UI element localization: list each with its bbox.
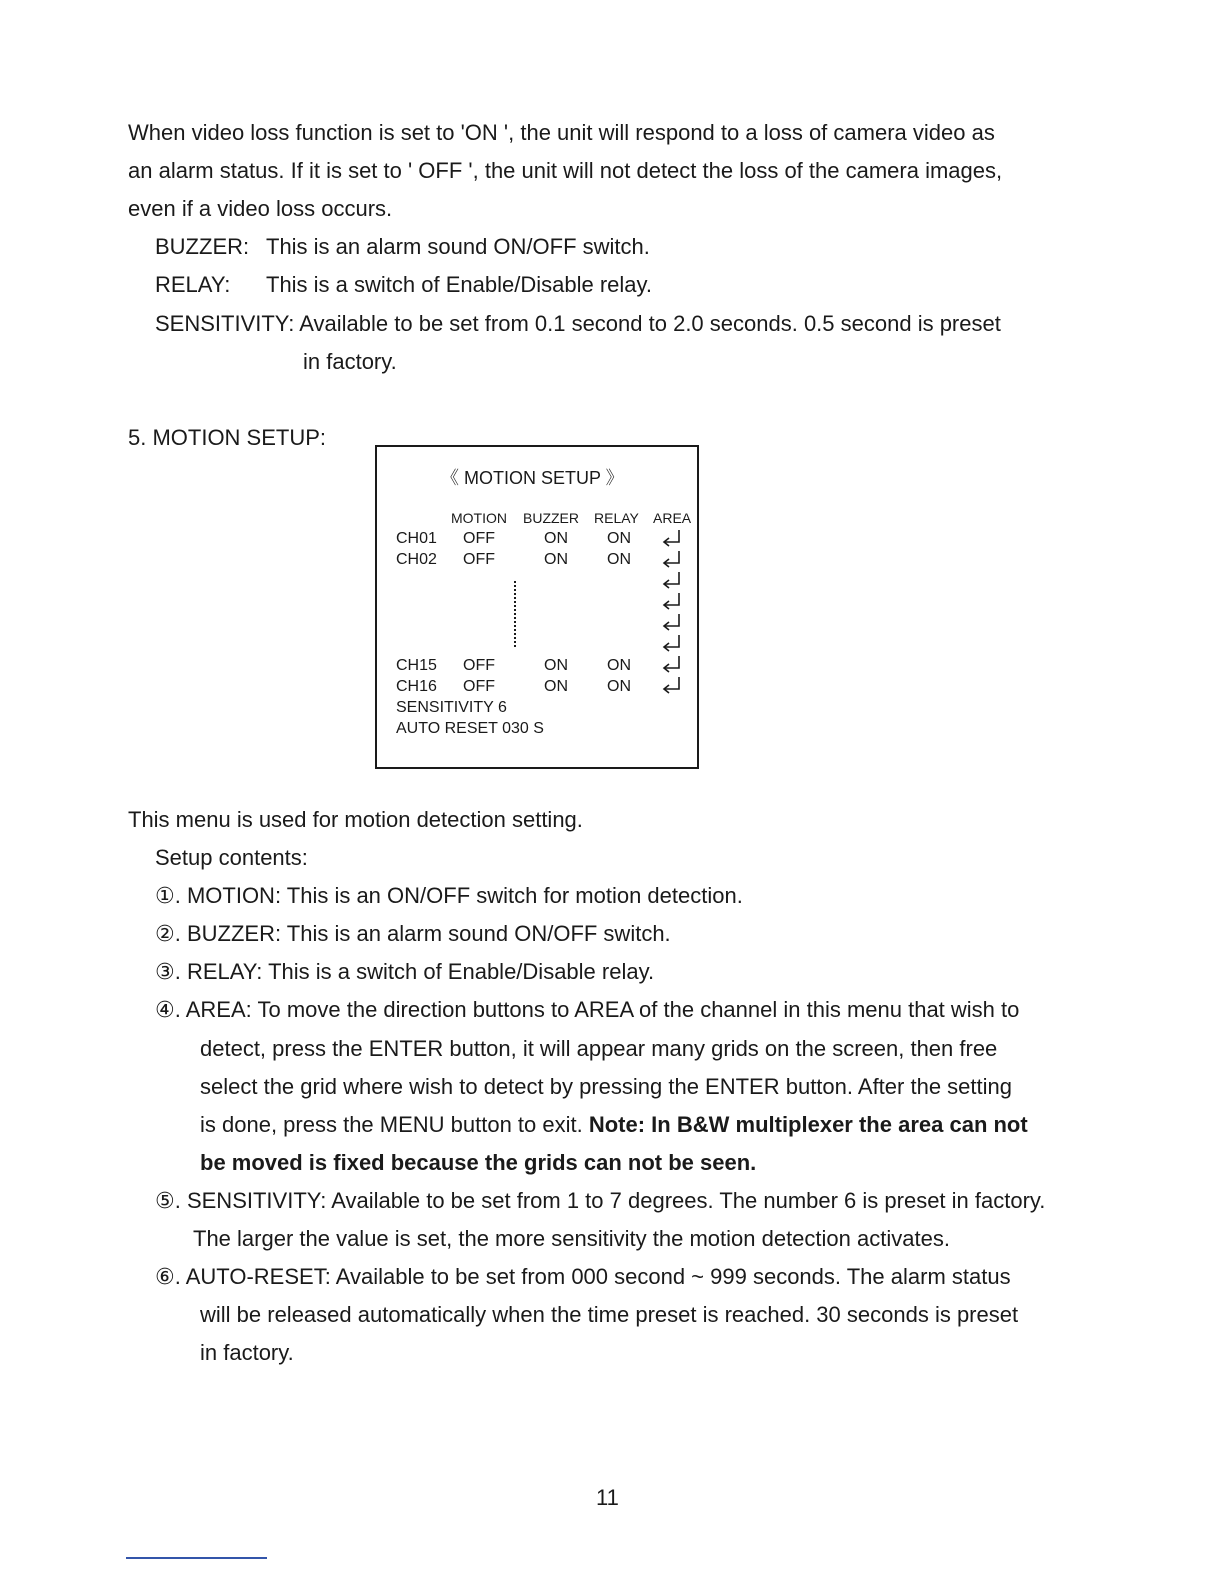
item-auto-reset-line-3: in factory. xyxy=(200,1340,294,1365)
ellipsis-dots xyxy=(514,581,516,647)
menu-sensitivity: SENSITIVITY 6 xyxy=(396,699,507,716)
sensitivity-line-2: in factory. xyxy=(303,349,397,374)
item-number: ⑥ xyxy=(155,1264,175,1289)
enter-return-icon xyxy=(662,550,682,568)
row-ch01-channel: CH01 xyxy=(396,530,437,547)
enter-return-icon xyxy=(662,592,682,610)
footer-divider xyxy=(126,1557,267,1559)
menu-title: 《 MOTION SETUP 》 xyxy=(441,468,624,488)
item-number: ② xyxy=(155,921,175,946)
item-text: . SENSITIVITY: Available to be set from 1 to 7 degrees. The number 6 is preset in factory. xyxy=(174,1188,1046,1213)
row-ch15-channel: CH15 xyxy=(396,657,437,674)
row-ch15-motion: OFF xyxy=(463,657,495,674)
area-note: Note: In B&W multiplexer the area can not xyxy=(588,1112,1028,1137)
enter-return-icon xyxy=(662,529,682,547)
item-auto-reset xyxy=(155,1264,1011,1290)
area-note-line-2: be moved is fixed because the grids can not be seen. xyxy=(200,1150,757,1175)
item-number: ① xyxy=(155,883,175,908)
row-ch01-relay: ON xyxy=(607,530,631,547)
item-text: . RELAY: This is a switch of Enable/Disable relay. xyxy=(174,959,655,984)
row-ch02-channel: CH02 xyxy=(396,551,437,568)
row-ch02-buzzer: ON xyxy=(544,551,568,568)
row-ch02-motion: OFF xyxy=(463,551,495,568)
relay-description: This is a switch of Enable/Disable relay. xyxy=(266,272,652,297)
buzzer-description: This is an alarm sound ON/OFF switch. xyxy=(266,234,650,259)
item-area-line-4 xyxy=(200,1112,1028,1138)
video-loss-line-1: When video loss function is set to 'ON ', the unit will respond to a loss of camera video as xyxy=(128,120,995,145)
header-relay: RELAY xyxy=(594,510,639,526)
setup-contents-label: Setup contents: xyxy=(155,845,308,870)
item-text: . AUTO-RESET: Available to be set from 000 second ~ 999 seconds. The alarm status xyxy=(174,1264,1011,1289)
motion-setup-menu xyxy=(375,445,699,769)
sensitivity-line-1: SENSITIVITY: Available to be set from 0.1 second to 2.0 seconds. 0.5 second is preset xyxy=(155,311,1001,336)
item-area-line-2: detect, press the ENTER button, it will appear many grids on the screen, then free xyxy=(200,1036,998,1061)
item-sensitivity xyxy=(155,1188,1045,1214)
header-area: AREA xyxy=(653,510,692,526)
row-ch16-relay: ON xyxy=(607,678,631,695)
item-area-text: is done, press the MENU button to exit. xyxy=(200,1112,589,1137)
row-ch15-relay: ON xyxy=(607,657,631,674)
relay-label: RELAY: xyxy=(155,272,231,297)
page-number: 11 xyxy=(596,1485,619,1510)
menu-auto-reset: AUTO RESET 030 S xyxy=(396,720,544,737)
header-buzzer: BUZZER xyxy=(523,510,579,526)
enter-return-icon xyxy=(662,676,682,694)
header-motion: MOTION xyxy=(451,510,507,526)
item-text: . MOTION: This is an ON/OFF switch for motion detection. xyxy=(174,883,743,908)
row-ch16-buzzer: ON xyxy=(544,678,568,695)
buzzer-label: BUZZER: xyxy=(155,234,250,259)
video-loss-line-3: even if a video loss occurs. xyxy=(128,196,393,221)
item-area-line-3: select the grid where wish to detect by pressing the ENTER button. After the setting xyxy=(200,1074,1012,1099)
enter-return-icon xyxy=(662,634,682,652)
section-title: 5. MOTION SETUP: xyxy=(128,425,327,450)
row-ch02-relay: ON xyxy=(607,551,631,568)
row-ch01-motion: OFF xyxy=(463,530,495,547)
item-auto-reset-line-2: will be released automatically when the time preset is reached. 30 seconds is preset xyxy=(200,1302,1019,1327)
item-number: ③ xyxy=(155,959,175,984)
enter-return-icon xyxy=(662,613,682,631)
row-ch16-motion: OFF xyxy=(463,678,495,695)
item-relay xyxy=(155,959,654,985)
item-sensitivity-line-2: The larger the value is set, the more sensitivity the motion detection activates. xyxy=(193,1226,950,1251)
enter-return-icon xyxy=(662,571,682,589)
item-number: ⑤ xyxy=(155,1188,175,1213)
item-text: . AREA: To move the direction buttons to AREA of the channel in this menu that wish to xyxy=(174,997,1020,1022)
row-ch15-buzzer: ON xyxy=(544,657,568,674)
item-number: ④ xyxy=(155,997,175,1022)
row-ch16-channel: CH16 xyxy=(396,678,437,695)
row-ch01-buzzer: ON xyxy=(544,530,568,547)
item-text: . BUZZER: This is an alarm sound ON/OFF switch. xyxy=(174,921,671,946)
enter-return-icon xyxy=(662,655,682,673)
item-area xyxy=(155,997,1019,1023)
item-buzzer xyxy=(155,921,671,947)
item-motion xyxy=(155,883,743,909)
video-loss-line-2: an alarm status. If it is set to ' OFF ', the unit will not detect the loss of the camera images, xyxy=(128,158,1003,183)
intro-text: This menu is used for motion detection setting. xyxy=(128,807,583,832)
